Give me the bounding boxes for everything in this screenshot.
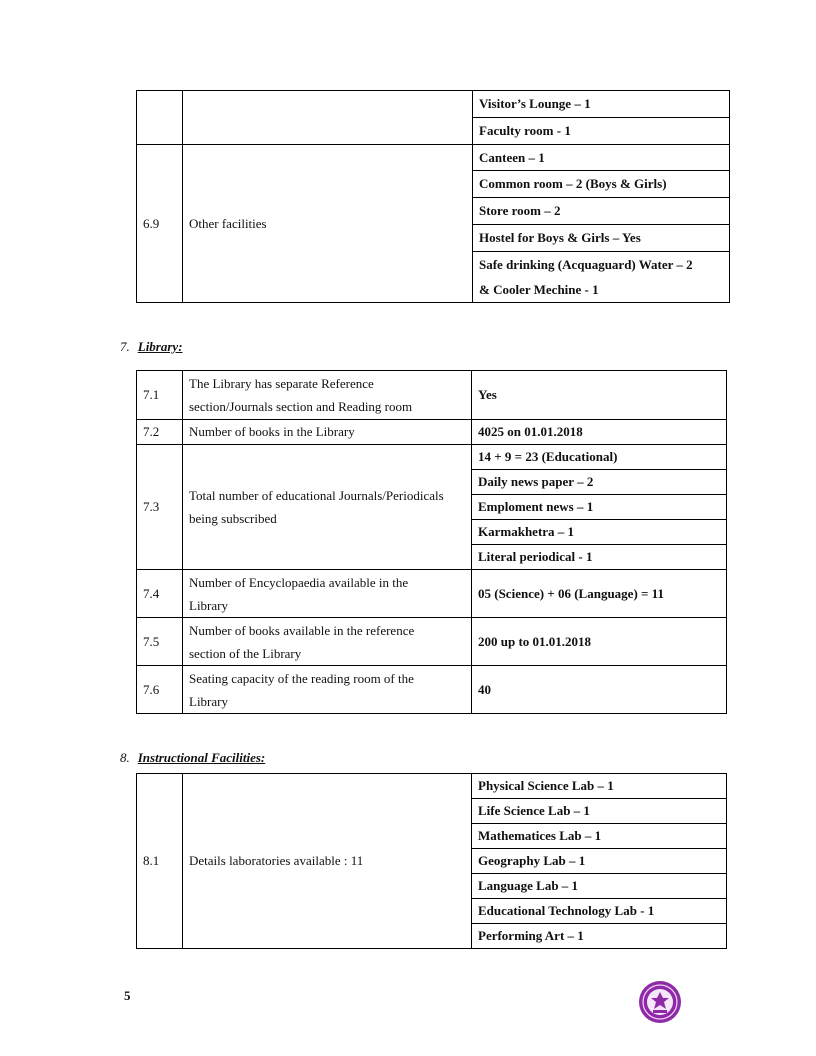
row-number-cell: 7.6 [137, 666, 183, 714]
value-item: Visitor’s Lounge – 1 [473, 91, 729, 118]
row-description-cell [183, 445, 472, 570]
row-description-cell [183, 371, 472, 420]
row-number-cell: 7.1 [137, 371, 183, 420]
description-line: Seating capacity of the reading room of the [189, 670, 414, 686]
institution-seal-icon [638, 980, 682, 1024]
description-line: Library [189, 693, 228, 709]
row-description-cell [183, 666, 472, 714]
row-values-cell [473, 145, 730, 303]
description-line: being subscribed [189, 511, 277, 526]
row-value-cell: 200 up to 01.01.2018 [472, 618, 727, 666]
value-item: Mathematices Lab – 1 [472, 824, 726, 849]
instructional-table [136, 773, 727, 949]
description-line: section/Journals section and Reading room [189, 399, 413, 414]
value-item: Performing Art – 1 [478, 928, 584, 943]
row-description-cell [183, 618, 472, 666]
table-row [137, 666, 727, 714]
section-heading-library [120, 339, 183, 355]
value-item: Daily news paper – 2 [472, 470, 726, 495]
section-number: 8. [120, 750, 130, 765]
row-number-cell: 8.1 [137, 774, 183, 949]
row-values-cell [472, 774, 727, 949]
description-line: Number of Encyclopaedia available in the [189, 574, 409, 590]
row-description-cell: Other facilities [183, 145, 473, 303]
value-item: Canteen – 1 [473, 145, 729, 171]
row-value-cell: 40 [472, 666, 727, 714]
description-line: Total number of educational Journals/Periodicals [189, 488, 444, 503]
row-number-cell: 7.3 [137, 445, 183, 570]
value-item: Educational Technology Lab - 1 [472, 899, 726, 924]
description-line: Number of books available in the reference [189, 622, 415, 638]
value-item [473, 252, 729, 302]
value-line: & Cooler Mechine - 1 [479, 282, 599, 297]
description-line: section of the Library [189, 645, 302, 661]
value-item: Hostel for Boys & Girls – Yes [473, 225, 729, 252]
table-row [137, 618, 727, 666]
value-item: Store room – 2 [473, 198, 729, 225]
row-description-cell: Details laboratories available : 11 [183, 774, 472, 949]
value-item: Karmakhetra – 1 [472, 520, 726, 545]
row-number-cell: 7.2 [137, 420, 183, 445]
table-row [137, 570, 727, 618]
row-number-cell: 7.4 [137, 570, 183, 618]
value-line: Safe drinking (Acquaguard) Water – 2 [479, 257, 693, 272]
row-number-cell [137, 91, 183, 145]
description-line: The Library has separate Reference [189, 376, 374, 391]
table-row [137, 445, 727, 570]
row-values-cell [473, 91, 730, 145]
section-heading-instructional [120, 750, 265, 766]
row-description-cell [183, 570, 472, 618]
table-row [137, 774, 727, 949]
value-item: Physical Science Lab – 1 [472, 774, 726, 799]
section-title: Instructional Facilities: [137, 750, 266, 765]
row-values-cell [472, 445, 727, 570]
table-row [137, 420, 727, 445]
value-item: Common room – 2 (Boys & Girls) [473, 171, 729, 198]
row-value-cell: Yes [472, 371, 727, 420]
row-value-cell: 4025 on 01.01.2018 [472, 420, 727, 445]
value-item: 14 + 9 = 23 (Educational) [472, 445, 726, 470]
value-item: Geography Lab – 1 [472, 849, 726, 874]
row-value-cell: 05 (Science) + 06 (Language) = 11 [472, 570, 727, 618]
value-item: Faculty room - 1 [479, 123, 571, 138]
table-row [137, 145, 730, 303]
row-number-cell: 6.9 [137, 145, 183, 303]
row-description-cell: Number of books in the Library [183, 420, 472, 445]
value-item: Language Lab – 1 [472, 874, 726, 899]
value-item: Life Science Lab – 1 [472, 799, 726, 824]
description-line: Library [189, 597, 228, 613]
section-title: Library: [137, 339, 183, 354]
section-number: 7. [120, 339, 130, 354]
value-item: Literal periodical - 1 [478, 549, 593, 564]
row-description-cell [183, 91, 473, 145]
table-row [137, 91, 730, 145]
value-item: Emploment news – 1 [472, 495, 726, 520]
facilities-table [136, 90, 730, 303]
table-row [137, 371, 727, 420]
row-number-cell: 7.5 [137, 618, 183, 666]
page-number: 5 [124, 988, 131, 1003]
library-table [136, 370, 727, 714]
